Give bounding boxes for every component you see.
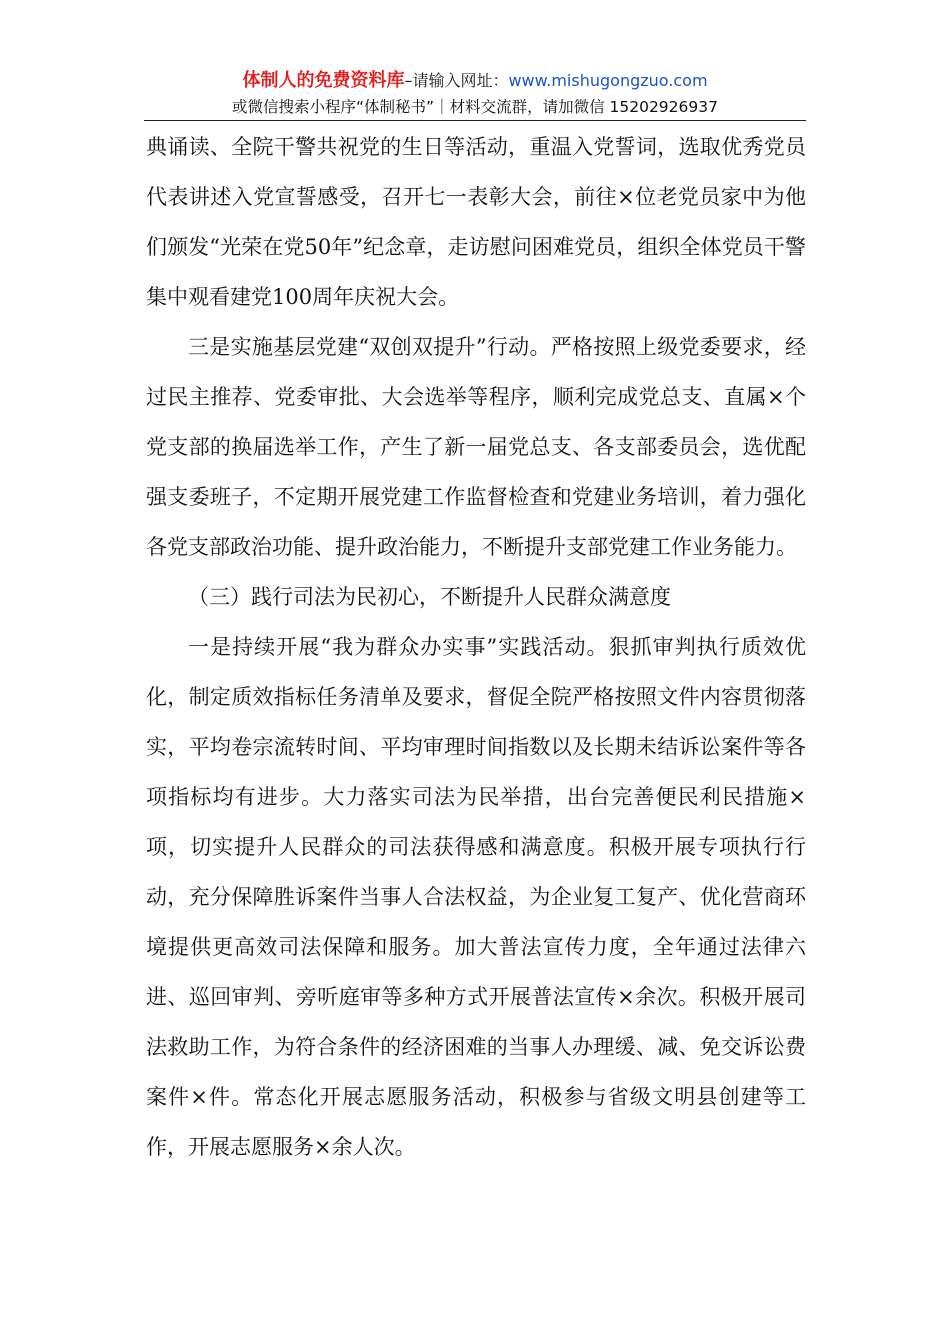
- paragraph-double-creation: 三是实施基层党建“双创双提升”行动。严格按照上级党委要求，经过民主推荐、党委审批、大会选举等程序，顺利完成党总支、直属×个党支部的换届选举工作，产生了新一届党总支、各支部委员会，选优配强支委班子，不定期开展党建工作监督检查和党建业务培训，着力强化各党支部政治功能、提升政治能力，不断提升支部党建工作业务能力。: [146, 335, 806, 559]
- section-heading: （三）践行司法为民初心，不断提升人民群众满意度: [188, 585, 671, 609]
- header-url-link[interactable]: www.mishugongzuo.com: [508, 71, 708, 90]
- header-line-1: [144, 68, 806, 94]
- document-body: [146, 122, 806, 1172]
- header-brand: 体制人的免费资料库: [242, 70, 405, 91]
- header-divider: [144, 120, 806, 121]
- paragraph-practical-activities: 一是持续开展“我为群众办实事”实践活动。狠抓审判执行质效优化，制定质效指标任务清单及要求，督促全院严格按照文件内容贯彻落实，平均卷宗流转时间、平均审理时间指数以及长期未结诉讼案件等各项指标均有进步。大力落实司法为民举措，出台完善便民利民措施×项，切实提升人民群众的司法获得感和满意度。积极开展专项执行行动，充分保障胜诉案件当事人合法权益，为企业复工复产、优化营商环境提供更高效司法保障和服务。加大普法宣传力度，全年通过法律六进、巡回审判、旁听庭审等多种方式开展普法宣传×余次。积极开展司法救助工作，为符合条件的经济困难的当事人办理缓、减、免交诉讼费案件×件。常态化开展志愿服务活动，积极参与省级文明县创建等工作，开展志愿服务×余人次。: [146, 635, 806, 1159]
- header-url-label: –请输入网址：: [404, 71, 509, 90]
- page-header: [144, 68, 806, 120]
- header-subtitle: 或微信搜索小程序“体制秘书”｜材料交流群，请加微信 15202926937: [232, 98, 718, 116]
- paragraph-continuation: 典诵读、全院干警共祝党的生日等活动，重温入党誓词，选取优秀党员代表讲述入党宣誓感受，召开七一表彰大会，前往×位老党员家中为他们颁发“光荣在党50年”纪念章，走访慰问困难党员，组织全体党员干警集中观看建党100周年庆祝大会。: [146, 135, 806, 309]
